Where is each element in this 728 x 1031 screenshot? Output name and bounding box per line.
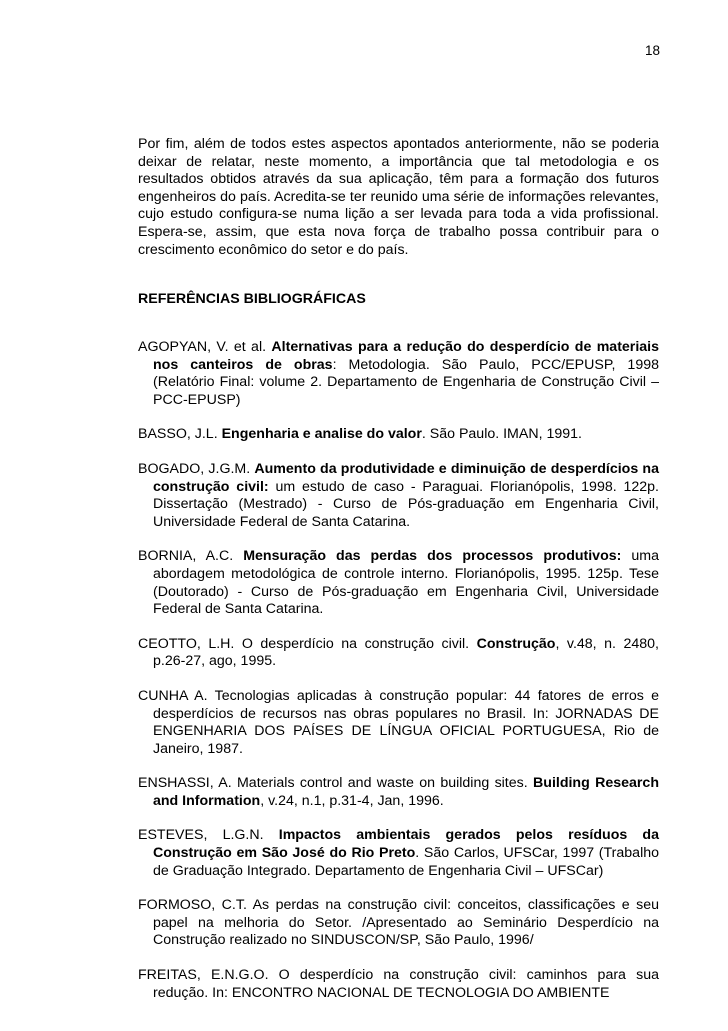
section-heading: REFERÊNCIAS BIBLIOGRÁFICAS (138, 291, 366, 307)
intro-paragraph: Por fim, além de todos estes aspectos apontados anteriormente, não se poderia deixar de relatar, neste momento, a importância que tal metodologia e os resultados obtidos através da sua aplicação, têm para a formação dos futuros engenheiros do país. Acredita-se ter reunido uma série de informações relevantes, cujo estudo configura-se numa lição a ser levada para toda a vida profissional. Espera-se, assim, que esta nova força de trabalho possa contribuir para o crescimento econômico do setor e do país. (138, 136, 659, 258)
reference-title: Building Research and Information (153, 775, 659, 809)
reference-list (138, 339, 659, 1019)
reference-details: , v.24, n.1, p.31-4, Jan, 1996. (260, 792, 444, 809)
reference-item (138, 688, 659, 758)
reference-authors: AGOPYAN, V. et al. (138, 339, 272, 355)
reference-item (138, 827, 659, 880)
reference-title: Engenharia e analise do valor (221, 426, 422, 443)
reference-details: . São Paulo. IMAN, 1991. (421, 426, 582, 443)
reference-item (138, 426, 659, 444)
reference-authors: BORNIA, A.C. (138, 548, 244, 565)
reference-details: uma abordagem metodológica de controle interno. Florianópolis, 1995. 125p. Tese (Doutorado) - Curso de Pós-graduação em Engenharia Civil, Universidade Federal de Santa Catarina. (153, 548, 659, 618)
reference-item (138, 775, 659, 810)
reference-authors: FORMOSO, C.T. As perdas na construção civil: conceitos, classificações e seu papel na melhoria do Setor. /Apresentado ao Seminário Desperdício na Construção realizado no SINDUSCON/SP, São Paulo, 1996/ (138, 897, 659, 949)
reference-item (138, 897, 659, 950)
reference-title: Impactos ambientais gerados pelos resíduos da Construção em São José do Rio Preto (153, 827, 659, 862)
reference-title: Mensuração das perdas dos processos produtivos: (243, 548, 622, 565)
document-body (138, 136, 660, 1001)
reference-item (138, 636, 659, 671)
reference-authors: ENSHASSI, A. Materials control and waste on building sites. (138, 775, 534, 792)
reference-item (138, 548, 659, 618)
reference-details: um estudo de caso - Paraguai. Florianópolis, 1998. 122p. Dissertação (Mestrado) - Curso de Pós-graduação em Engenharia Civil, Universidade Federal de Santa Catarina. (153, 478, 660, 530)
reference-authors: ESTEVES, L.G.N. (138, 827, 279, 844)
reference-item (138, 339, 659, 409)
reference-item (138, 967, 659, 1002)
reference-details: , v.48, n. 2480, p.26-27, ago, 1995. (153, 635, 659, 670)
reference-authors: BASSO, J.L. (138, 426, 222, 443)
page-number: 18 (644, 43, 660, 58)
reference-item (138, 461, 659, 531)
reference-authors: CEOTTO, L.H. O desperdício na construção civil. (138, 635, 477, 652)
reference-authors: FREITAS, E.N.G.O. O desperdício na construção civil: caminhos para sua redução. In: ENCONTRO NACIONAL DE TECNOLOGIA DO AMBIENTE (138, 967, 659, 1001)
reference-title: Aumento da produtividade e diminuição de desperdícios na construção civil: (153, 460, 659, 495)
reference-title: Alternativas para a redução do desperdício de materiais nos canteiros de obras (153, 339, 659, 373)
reference-authors: CUNHA A. Tecnologias aplicadas à construção popular: 44 fatores de erros e desperdícios de recursos nas obras populares no Brasil. In: JORNADAS DE ENGENHARIA DOS PAÍSES DE LÍNGUA OFICIAL PORTUGUESA, Rio de Janeiro, 1987. (138, 687, 659, 757)
reference-details: . São Carlos, UFSCar, 1997 (Trabalho de Graduação Integrado. Departamento de Engenharia Civil – UFSCar) (153, 845, 659, 879)
reference-title: Construção (476, 635, 556, 652)
reference-authors: BOGADO, J.G.M. (138, 460, 255, 477)
reference-details: : Metodologia. São Paulo, PCC/EPUSP, 1998 (Relatório Final: volume 2. Departamento de Engenharia de Construção Civil – PCC-EPUSP) (153, 356, 659, 408)
